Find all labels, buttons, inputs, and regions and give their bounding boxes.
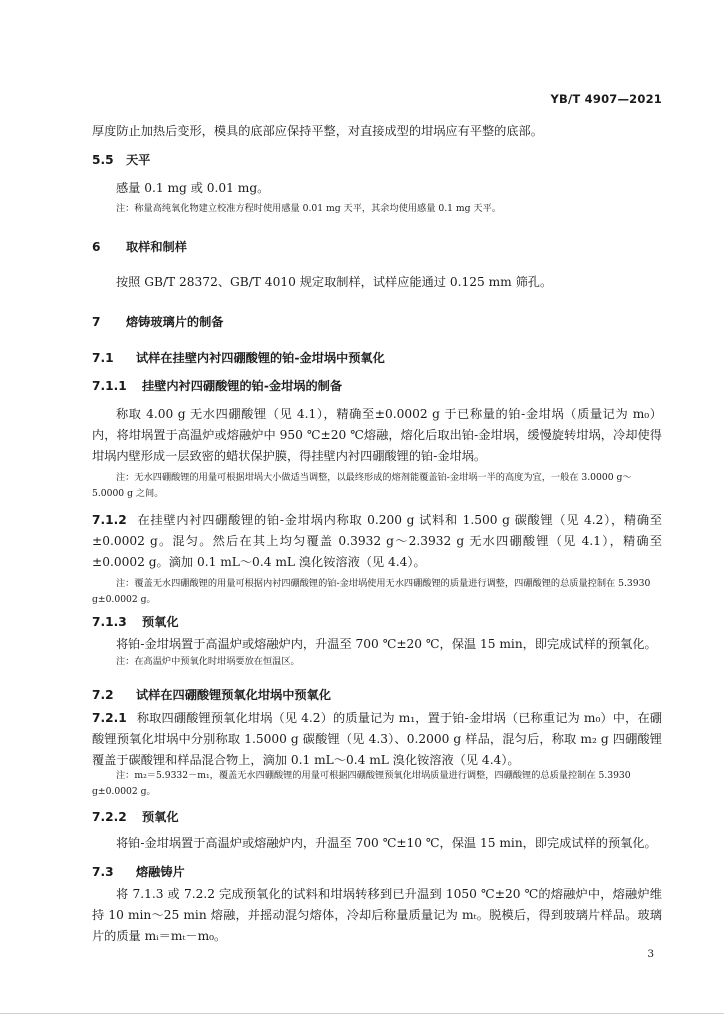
section-6-heading: 6 取样和制样 [92,240,187,254]
section-7-1-heading: 7.1 试样在挂壁内衬四硼酸锂的铂-金坩埚中预氧化 [92,351,385,365]
section-7-3-heading: 7.3 熔融铸片 [92,865,185,879]
section-7-1-3-heading: 7.1.3 预氧化 [92,615,179,629]
section-7-1-2-number: 7.1.2 [92,513,127,527]
section-7-1-2-note: 注：覆盖无水四硼酸锂的用量可根据内衬四硼酸锂的铂-金坩埚使用无水四硼酸锂的质量进行调整，四硼酸锂的总质量控制在 5.3930 g±0.0002 g。 [92,578,651,605]
section-7-2-2-body: 将铂-金坩埚置于高温炉或熔融炉内，升温至 700 ℃±10 ℃，保温 15 min，即完成试样的预氧化。 [116,836,657,850]
section-7-1-3-body: 将铂-金坩埚置于高温炉或熔融炉内，升温至 700 ℃±20 ℃，保温 15 min，即完成试样的预氧化。 [116,637,657,651]
section-7-1-1-note: 注：无水四硼酸锂的用量可根据坩埚大小做适当调整，以最终形成的熔剂能覆盖铂-金坩埚一半的高度为宜，一般在 3.0000 g～5.0000 g 之间。 [92,472,632,499]
standard-code: YB/T 4907—2021 [550,92,662,106]
section-7-2-2-heading: 7.2.2 预氧化 [92,810,179,824]
section-5-5-heading: 5.5 天平 [92,153,151,167]
section-7-2-heading: 7.2 试样在四硼酸锂预氧化坩埚中预氧化 [92,688,331,702]
page-number: 3 [647,948,654,960]
section-7-1-1-heading: 7.1.1 挂壁内衬四硼酸锂的铂-金坩埚的制备 [92,379,343,393]
section-7-3-body: 将 7.1.3 或 7.2.2 完成预氧化的试料和坩埚转移到已升温到 1050 ℃±20 ℃的熔融炉中，熔融炉维持 10 min～25 min 熔融，并摇动混匀熔体，冷却后称量质量记为 mₜ。脱模后，得到玻璃片样品。玻璃片的质量 mᵢ＝mₜ－m₀。 [92,887,662,943]
section-7-1-2: 7.1.2 在挂壁内衬四硼酸锂的铂-金坩埚内称取 0.200 g 试料和 1.500 g 碳酸锂（见 4.2），精确至±0.0002 g。混匀。然后在其上均匀覆盖 0.3932 g～2.3932 g 无水四硼酸锂（见 4.1），精确至±0.0002 g。滴加 0.1 mL～0.4 mL 溴化铵溶液（见 4.4）。 [92,513,662,569]
section-7-heading: 7 熔铸玻璃片的制备 [92,315,224,329]
section-6-body: 按照 GB/T 28372、GB/T 4010 规定取制样，试样应能通过 0.125 mm 筛孔。 [116,275,553,289]
section-5-5-note: 注：称量高纯氧化物建立校准方程时使用感量 0.01 mg 天平，其余均使用感量 0.1 mg 天平。 [116,203,501,214]
paragraph-continued: 厚度防止加热后变形，模具的底部应保持平整，对直接成型的坩埚应有平整的底部。 [92,124,543,138]
section-5-5-body: 感量 0.1 mg 或 0.01 mg。 [116,181,270,195]
section-7-1-1-body: 称取 4.00 g 无水四硼酸锂（见 4.1），精确至±0.0002 g 于已称量的铂-金坩埚（质量记为 m₀）内，将坩埚置于高温炉或熔融炉中 950 ℃±20 ℃熔融，熔化后取出铂-金坩埚，缓慢旋转坩埚，冷却使得坩埚内壁形成一层致密的蜡状保护膜，得挂壁内衬四硼酸锂的铂-金坩埚。 [92,407,662,463]
section-7-2-1-number: 7.2.1 [92,711,127,725]
bottom-border [0,1013,724,1014]
section-7-2-1: 7.2.1 称取四硼酸锂预氧化坩埚（见 4.2）的质量记为 m₁，置于铂-金坩埚（已称重记为 m₀）中，在硼酸锂预氧化坩埚中分别称取 1.5000 g 碳酸锂（见 4.3）、0.2000 g 样品，混匀后，称取 m₂ g 四硼酸锂覆盖于碳酸锂和样品混合物上，滴加 0.1 mL～0.4 mL 溴化铵溶液（见 4.4）。 [92,711,662,767]
section-7-2-1-note: 注：m₂＝5.9332－m₁，覆盖无水四硼酸锂的用量可根据四硼酸锂预氧化坩埚质量进行调整，四硼酸锂的总质量控制在 5.3930 g±0.0002 g。 [92,770,631,797]
section-7-1-3-note: 注：在高温炉中预氧化时坩埚要放在恒温区。 [116,656,300,667]
